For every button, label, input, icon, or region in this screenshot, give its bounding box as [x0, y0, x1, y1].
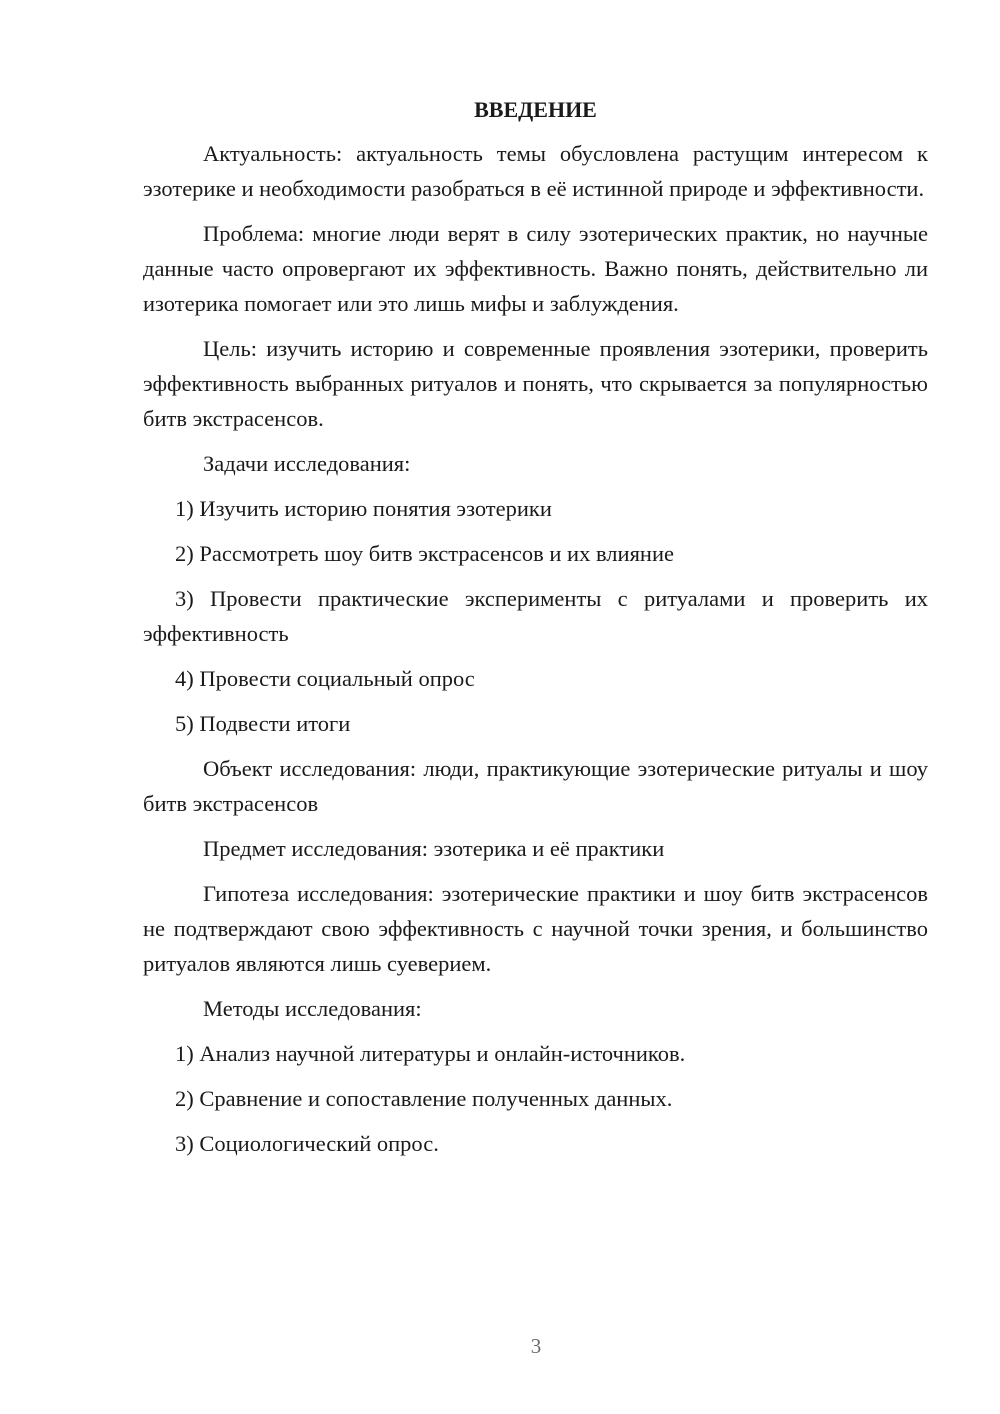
hypothesis-paragraph: Гипотеза исследования: эзотерические практики и шоу битв экстрасенсов не подтверждают свою эффективность с научной точки зрения, и большинство ритуалов являются лишь суеверием. — [143, 881, 928, 976]
page-number: 3 — [530, 1334, 542, 1358]
task-item: 2) Рассмотреть шоу битв экстрасенсов и их влияние — [175, 541, 674, 566]
object-paragraph: Объект исследования: люди, практикующие эзотерические ритуалы и шоу битв экстрасенсов — [143, 756, 928, 816]
task-item: 5) Подвести итоги — [175, 711, 351, 736]
tasks-title: Задачи исследования: — [203, 451, 411, 476]
method-item: 2) Сравнение и сопоставление полученных данных. — [175, 1086, 673, 1111]
task-item: 4) Провести социальный опрос — [175, 666, 475, 691]
methods-title: Методы исследования: — [203, 996, 422, 1021]
problem-paragraph: Проблема: многие люди верят в силу эзотерических практик, но научные данные часто опровергают их эффективность. Важно понять, действительно ли изотерика помогает или это лишь мифы и заблуждения. — [143, 221, 928, 316]
task-item: 1) Изучить историю понятия эзотерики — [175, 496, 552, 521]
method-item: 1) Анализ научной литературы и онлайн-источников. — [175, 1041, 686, 1066]
section-heading: ВВЕДЕНИЕ — [474, 97, 597, 122]
document-body — [143, 95, 928, 1171]
goal-paragraph: Цель: изучить историю и современные проявления эзотерики, проверить эффективность выбранных ритуалов и понять, что скрывается за популярностью битв экстрасенсов. — [143, 336, 928, 431]
relevance-paragraph: Актуальность: актуальность темы обусловлена растущим интересом к эзотерике и необходимости разобраться в её истинной природе и эффективности. — [143, 141, 928, 201]
subject-paragraph: Предмет исследования: эзотерика и её практики — [203, 836, 665, 861]
task-item: 3) Провести практические эксперименты с ритуалами и проверить их эффективность — [143, 586, 928, 646]
method-item: 3) Социологический опрос. — [175, 1131, 439, 1156]
